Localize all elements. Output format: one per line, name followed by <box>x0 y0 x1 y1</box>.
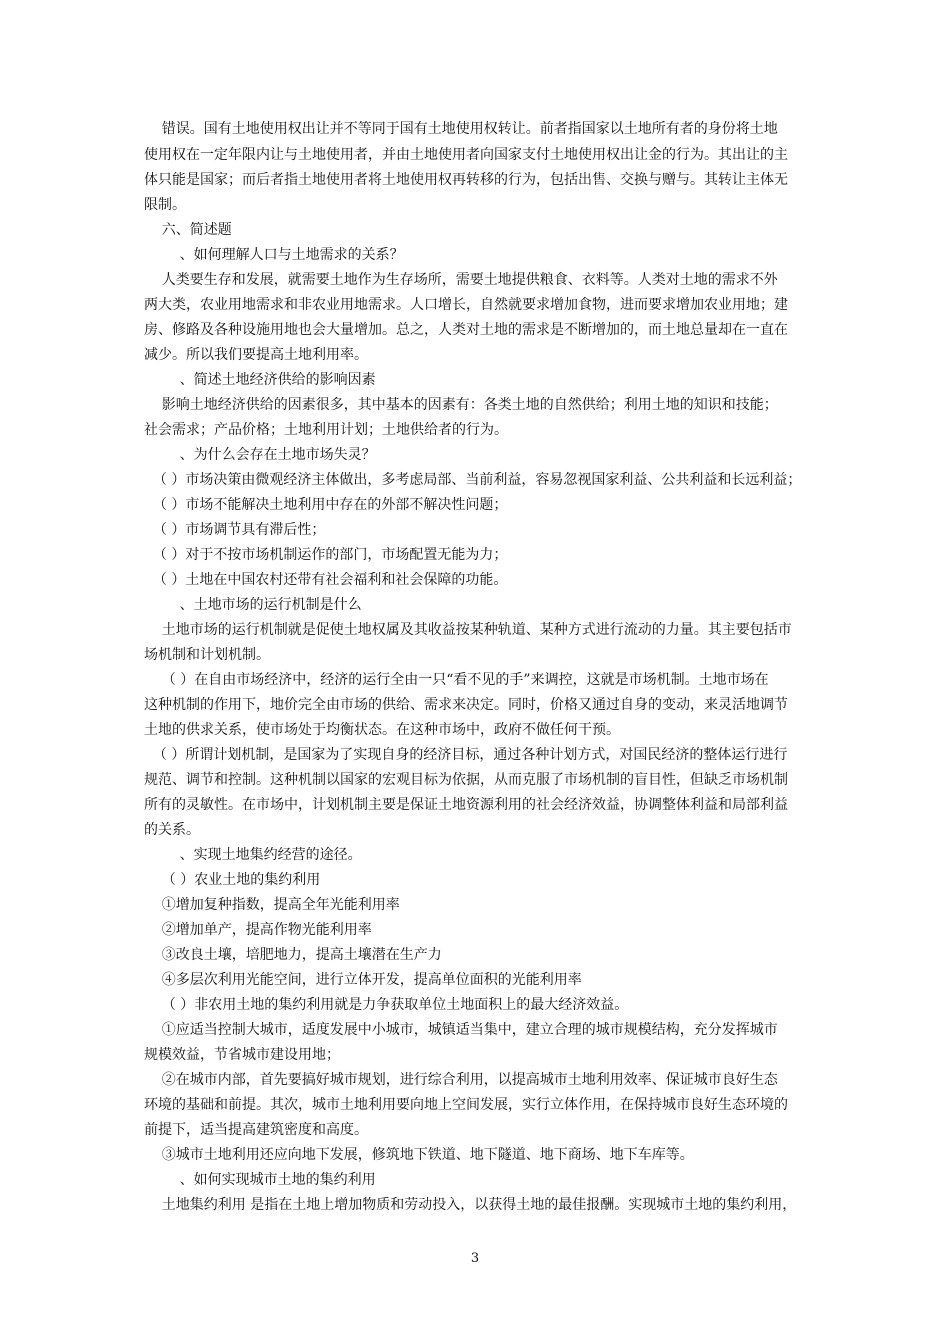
text-line: 减少。所以我们要提高土地利用率。 <box>144 347 368 363</box>
section-heading: 六、简述题 <box>144 222 232 238</box>
text-line: 场机制和计划机制。 <box>144 647 270 663</box>
list-item: （ ）非农用土地的集约利用就是力争获取单位土地面积上的最大经济效益。 <box>144 997 629 1013</box>
list-item: ②在城市内部，首先要搞好城市规划，进行综合利用，以提高城市土地利用效率、保证城市良好生态 <box>144 1072 778 1088</box>
list-item: ③改良土壤，培肥地力，提高土壤潜在生产力 <box>144 947 442 963</box>
text-line: 所有的灵敏性。在市场中，计划机制主要是保证土地资源利用的社会经济效益，协调整体利益和局部利益 <box>144 797 788 813</box>
text-line: 错误。国有土地使用权出让并不等同于国有土地使用权转让。前者指国家以土地所有者的身份将土地 <box>144 121 778 137</box>
text-line: 限制。 <box>144 197 186 213</box>
text-line: 的关系。 <box>144 822 200 838</box>
text-line: 影响土地经济供给的因素很多，其中基本的因素有：各类土地的自然供给；利用土地的知识和技能； <box>144 397 778 413</box>
text-line: 前提下，适当提高建筑密度和高度。 <box>144 1122 368 1138</box>
text-line: 环境的基础和前提。其次，城市土地利用要向地上空间发展，实行立体作用，在保持城市良好生态环境的 <box>144 1097 788 1113</box>
question-heading: 、土地市场的运行机制是什么 <box>144 597 362 613</box>
text-line: 土地市场的运行机制就是促使土地权属及其收益按某种轨道、某种方式进行流动的力量。其主要包括市 <box>144 622 792 638</box>
list-item: （ ）市场决策由微观经济主体做出，多考虑局部、当前利益，容易忽视国家利益、公共利益和长远利益； <box>144 472 802 488</box>
list-item: ①增加复种指数，提高全年光能利用率 <box>144 897 400 913</box>
text-line: 社会需求；产品价格；土地利用计划；土地供给者的行为。 <box>144 422 508 438</box>
list-item: （ ）市场调节具有滞后性； <box>144 522 326 538</box>
text-line: 土地集约利用 是指在土地上增加物质和劳动投入，以获得土地的最佳报酬。实现城市土地的集约利用， <box>144 1197 797 1213</box>
page-number: 3 <box>470 1251 480 1266</box>
list-item: （ ）所谓计划机制，是国家为了实现自身的经济目标，通过各种计划方式，对国民经济的整体运行进行 <box>144 747 788 763</box>
list-item: （ ）农业土地的集约利用 <box>144 872 321 888</box>
list-item: ③城市土地利用还应向地下发展，修筑地下铁道、地下隧道、地下商场、地下车库等。 <box>144 1147 694 1163</box>
question-heading: 、简述土地经济供给的影响因素 <box>144 372 376 388</box>
question-heading: 、如何理解人口与土地需求的关系？ <box>144 247 404 263</box>
list-item: ②增加单产，提高作物光能利用率 <box>144 922 372 938</box>
text-line: 体只能是国家；而后者指土地使用者将土地使用权再转移的行为，包括出售、交换与赠与。其转让主体无 <box>144 172 788 188</box>
list-item: ④多层次利用光能空间，进行立体开发，提高单位面积的光能利用率 <box>144 972 582 988</box>
text-line: 这种机制的作用下，地价完全由市场的供给、需求来决定。同时，价格又通过自身的变动，来灵活地调节 <box>144 697 788 713</box>
list-item: ①应适当控制大城市，适度发展中小城市，城镇适当集中，建立合理的城市规模结构，充分发挥城市 <box>144 1022 778 1038</box>
question-heading: 、为什么会存在土地市场失灵？ <box>144 447 376 463</box>
question-heading: 、实现土地集约经营的途径。 <box>144 847 362 863</box>
list-item: （ ）对于不按市场机制运作的部门，市场配置无能为力； <box>144 547 508 563</box>
text-line: 土地的供求关系，使市场处于均衡状态。在这种市场中，政府不做任何干预。 <box>144 722 620 738</box>
text-line: 人类要生存和发展，就需要土地作为生存场所，需要土地提供粮食、衣料等。人类对土地的需求不外 <box>144 272 778 288</box>
list-item: （ ）市场不能解决土地利用中存在的外部不解决性问题； <box>144 497 508 513</box>
text-line: 规范、调节和控制。这种机制以国家的宏观目标为依据，从而克服了市场机制的盲目性，但缺乏市场机制 <box>144 772 788 788</box>
list-item: （ ）在自由市场经济中，经济的运行全由一只“看不见的手”来调控，这就是市场机制。土地市场在 <box>144 672 769 688</box>
text-line: 规模效益，节省城市建设用地； <box>144 1047 340 1063</box>
list-item: （ ）土地在中国农村还带有社会福利和社会保障的功能。 <box>144 572 508 588</box>
question-heading: 、如何实现城市土地的集约利用 <box>144 1172 376 1188</box>
text-line: 使用权在一定年限内让与土地使用者，并由土地使用者向国家支付土地使用权出让金的行为。其出让的主 <box>144 147 788 163</box>
text-line: 房、修路及各种设施用地也会大量增加。总之，人类对土地的需求是不断增加的，而土地总量却在一直在 <box>144 322 788 338</box>
text-line: 两大类，农业用地需求和非农业用地需求。人口增长，自然就要求增加食物，进而要求增加农业用地；建 <box>144 297 788 313</box>
